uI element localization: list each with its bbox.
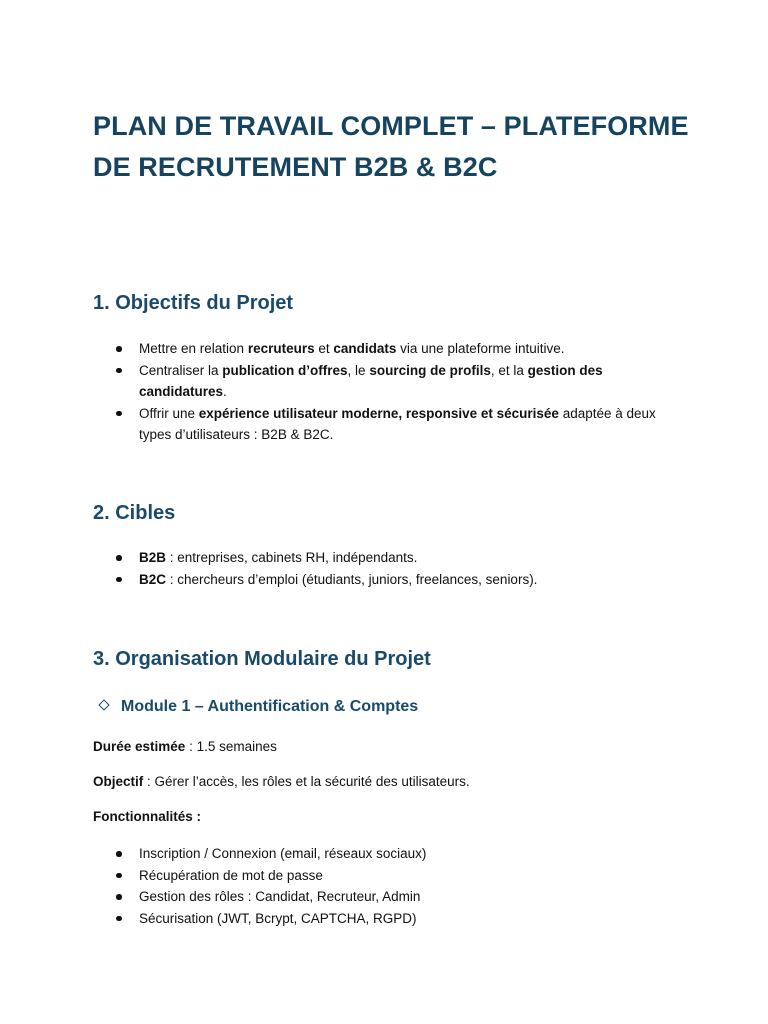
objective-label: Objectif — [93, 774, 144, 789]
bold-text: sourcing de profils — [369, 362, 491, 378]
text: Mettre en relation — [139, 341, 248, 356]
duration-label: Durée estimée — [93, 739, 186, 754]
section-1-heading: 1. Objectifs du Projet — [93, 292, 294, 314]
list-item: Récupération de mot de passe — [93, 865, 683, 887]
features-list — [93, 843, 683, 929]
list-item — [93, 569, 683, 591]
document-title: PLAN DE TRAVAIL COMPLET – PLATEFORME DE RECRUTEMENT B2B & B2C — [93, 111, 689, 182]
features-label: Fonctionnalités : — [93, 809, 201, 824]
bold-text: expérience utilisateur moderne, responsive et sécurisée — [198, 405, 559, 421]
objectives-list — [93, 338, 683, 446]
bold-text: recruteurs — [247, 341, 315, 356]
text: Centraliser la — [139, 362, 223, 378]
text: adaptée à deux types d’utilisateurs : B2B & B2C. — [139, 405, 656, 442]
bold-text: B2C — [139, 571, 167, 587]
bold-text: gestion des candidatures — [139, 362, 603, 399]
text: , le — [347, 362, 370, 378]
list-item — [93, 338, 683, 360]
objective-paragraph — [93, 772, 470, 792]
objective-value: : Gérer l’accès, les rôles et la sécurité des utilisateurs. — [143, 774, 470, 789]
duration-value: : 1.5 semaines — [185, 739, 277, 754]
module-1-heading — [100, 696, 418, 718]
module-1-title: Module 1 – Authentification & Comptes — [121, 698, 419, 715]
text: , et la — [490, 362, 528, 378]
list-item — [93, 403, 683, 446]
text: . — [223, 384, 227, 399]
text: : entreprises, cabinets RH, indépendants. — [166, 550, 418, 565]
text: : chercheurs d’emploi (étudiants, juniors, freelances, seniors). — [166, 571, 538, 587]
text: et — [314, 341, 334, 356]
text: via une plateforme intuitive. — [396, 341, 565, 356]
diamond-bullet-icon — [98, 699, 109, 710]
list-item: Sécurisation (JWT, Bcrypt, CAPTCHA, RGPD) — [93, 908, 683, 930]
bold-text: publication d’offres — [222, 362, 348, 378]
list-item: Gestion des rôles : Candidat, Recruteur, Admin — [93, 886, 683, 908]
text: Offrir une — [139, 405, 199, 421]
list-item — [93, 547, 683, 569]
bold-text: candidats — [333, 341, 397, 356]
duration-paragraph — [93, 737, 277, 757]
section-2-heading: 2. Cibles — [93, 502, 176, 524]
targets-list — [93, 547, 683, 590]
list-item: Inscription / Connexion (email, réseaux sociaux) — [93, 843, 683, 865]
bold-text: B2B — [139, 550, 167, 565]
features-label-paragraph — [93, 807, 201, 827]
list-item — [93, 360, 683, 403]
section-3-heading: 3. Organisation Modulaire du Projet — [93, 648, 431, 670]
